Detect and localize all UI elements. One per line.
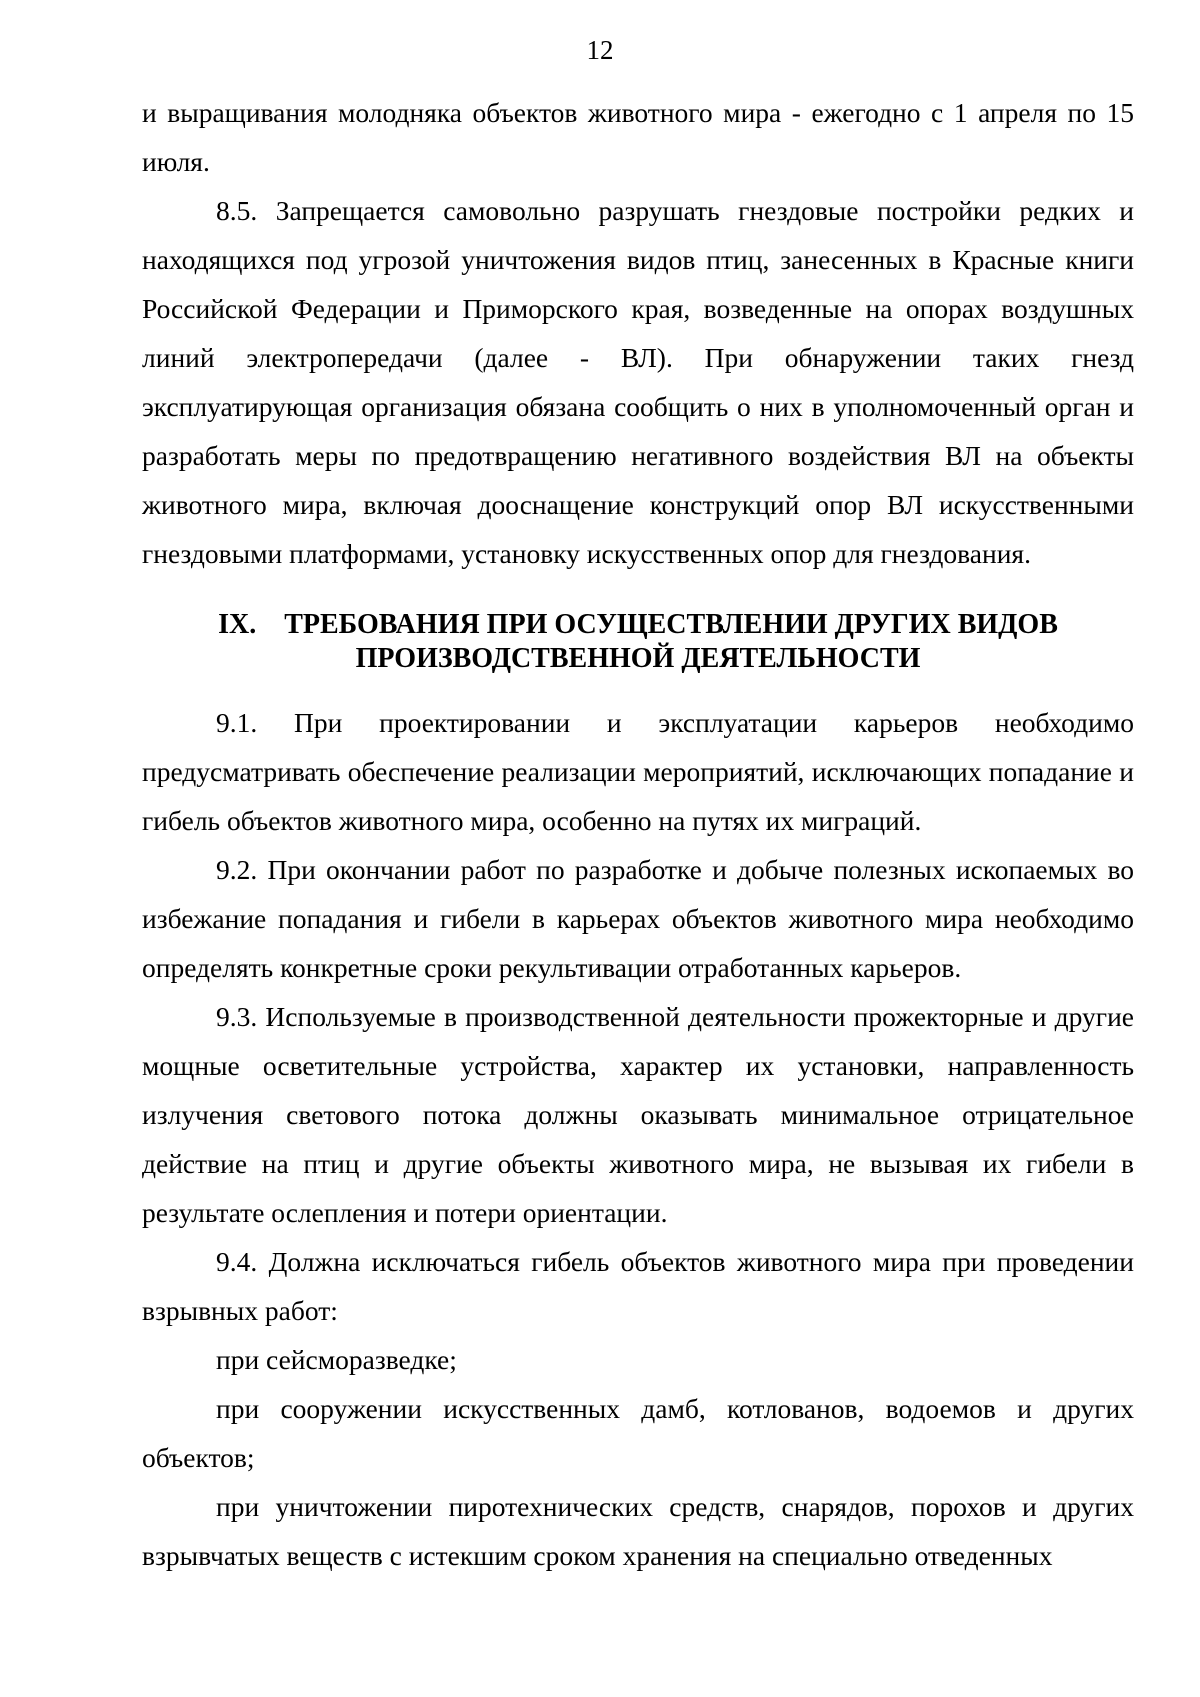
paragraph-8-5: 8.5. Запрещается самовольно разрушать гнездовые постройки редких и находящихся под угрозой уничтожения видов птиц, занесенных в Красные книги Российской Федерации и Приморского края, возведенные на опорах воздушных линий электропередачи (далее - ВЛ). При обнаружении таких гнезд эксплуатирующая организация обязана сообщить о них в уполномоченный орган и разработать меры по предотвращению негативного воздействия ВЛ на объекты животного мира, включая дооснащение конструкций опор ВЛ искусственными гнездовыми платформами, установку искусственных опор для гнездования. bbox=[142, 195, 1134, 569]
section-number: IX. bbox=[218, 609, 257, 640]
page-number: 12 bbox=[586, 35, 614, 65]
list-item-seismic: при сейсморазведке; bbox=[216, 1344, 457, 1375]
document-body bbox=[142, 88, 1134, 1580]
paragraph-continuation: и выращивания молодняка объектов животного мира - ежегодно с 1 апреля по 15 июля. bbox=[142, 97, 1134, 177]
section-title-part-1: ТРЕБОВАНИЯ ПРИ ОСУЩЕСТВЛЕНИИ ДРУГИХ ВИДОВ bbox=[284, 609, 1058, 640]
paragraph-9-1: 9.1. При проектировании и эксплуатации карьеров необходимо предусматривать обеспечение реализации мероприятий, исключающих попадание и гибель объектов животного мира, особенно на путях их миграций. bbox=[142, 707, 1134, 836]
list-item-pyrotechnics: при уничтожении пиротехнических средств, снарядов, порохов и других взрывчатых веществ с истекшим сроком хранения на специально отведенных bbox=[142, 1491, 1134, 1571]
paragraph-9-3: 9.3. Используемые в производственной деятельности прожекторные и другие мощные осветительные устройства, характер их установки, направленность излучения светового потока должны оказывать минимальное отрицательное действие на птиц и другие объекты животного мира, не вызывая их гибели в результате ослепления и потери ориентации. bbox=[142, 1001, 1134, 1228]
paragraph-9-2: 9.2. При окончании работ по разработке и добыче полезных ископаемых во избежание попадания и гибели в карьерах объектов животного мира необходимо определять конкретные сроки рекультивации отработанных карьеров. bbox=[142, 854, 1134, 983]
section-heading-line-1 bbox=[142, 608, 1134, 642]
paragraph-9-4: 9.4. Должна исключаться гибель объектов животного мира при проведении взрывных работ: bbox=[142, 1246, 1134, 1326]
section-heading bbox=[142, 608, 1134, 676]
list-item-dams: при сооружении искусственных дамб, котлованов, водоемов и других объектов; bbox=[142, 1393, 1134, 1473]
section-title-part-2: ПРОИЗВОДСТВЕННОЙ ДЕЯТЕЛЬНОСТИ bbox=[355, 643, 921, 674]
